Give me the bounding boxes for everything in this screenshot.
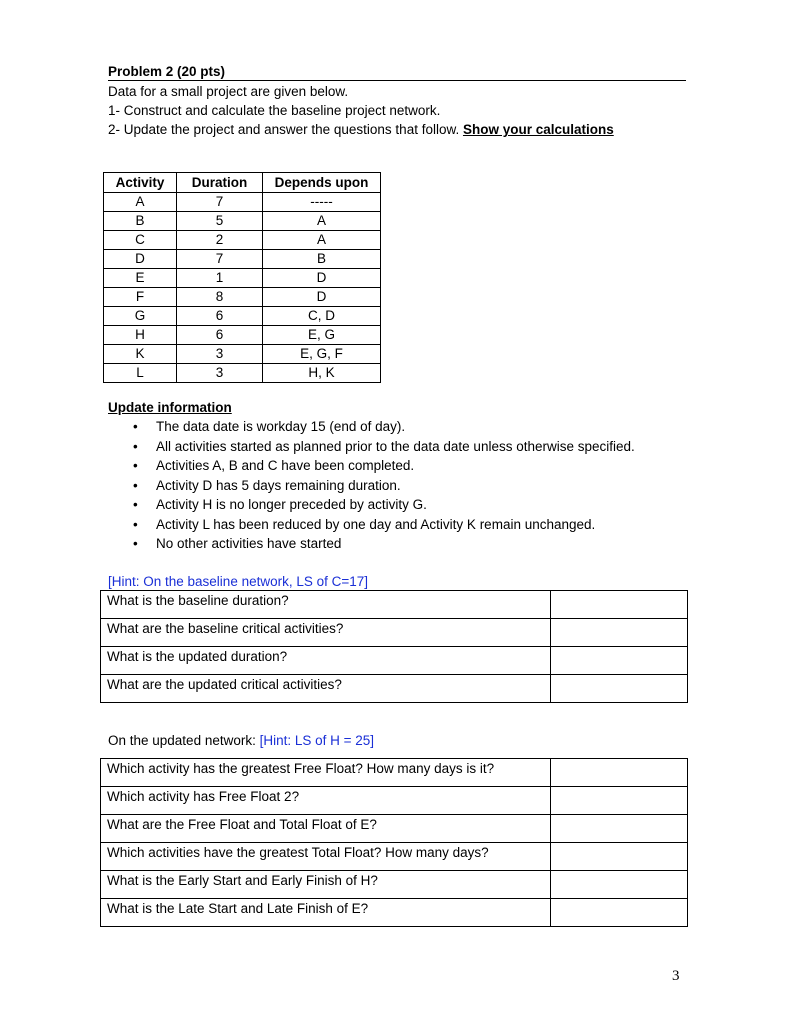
table-row xyxy=(101,871,688,899)
bullet-icon: • xyxy=(133,536,138,551)
duration-cell: 6 xyxy=(177,326,263,345)
activity-cell: L xyxy=(104,364,177,383)
bullet-icon: • xyxy=(133,516,138,532)
table-row xyxy=(104,326,381,345)
activity-cell: H xyxy=(104,326,177,345)
question-cell: What are the Free Float and Total Float of E? xyxy=(101,815,551,843)
table-row xyxy=(101,647,688,675)
table-row xyxy=(101,899,688,927)
question-cell: What is the Late Start and Late Finish of E? xyxy=(101,899,551,927)
duration-cell: 6 xyxy=(177,307,263,326)
activity-cell: B xyxy=(104,212,177,231)
header-activity: Activity xyxy=(104,173,177,193)
table-row xyxy=(101,675,688,703)
table-row xyxy=(101,759,688,787)
header-depends-upon: Depends upon xyxy=(263,173,381,193)
activity-cell: A xyxy=(104,193,177,212)
bullet-icon: • xyxy=(133,438,138,454)
updated-network-label: On the updated network: xyxy=(108,733,260,748)
depends-cell: D xyxy=(263,269,381,288)
header-duration: Duration xyxy=(177,173,263,193)
list-item: • No other activities have started xyxy=(108,534,635,554)
duration-cell: 3 xyxy=(177,345,263,364)
answer-cell[interactable] xyxy=(551,759,688,787)
updated-questions-table xyxy=(100,758,688,927)
depends-cell: B xyxy=(263,250,381,269)
bullet-icon: • xyxy=(133,497,138,512)
table-row xyxy=(101,619,688,647)
update-info-list xyxy=(108,417,635,554)
table-row xyxy=(104,250,381,269)
activity-cell: C xyxy=(104,231,177,250)
question-cell: Which activities have the greatest Total Float? How many days? xyxy=(101,843,551,871)
list-item: • Activity H is no longer preceded by activity G. xyxy=(108,495,635,515)
page-number: 3 xyxy=(672,968,680,984)
step-1-text: 1- Construct and calculate the baseline project network. xyxy=(108,103,441,118)
duration-cell: 2 xyxy=(177,231,263,250)
answer-cell[interactable] xyxy=(551,787,688,815)
depends-cell: A xyxy=(263,212,381,231)
depends-cell: E, G xyxy=(263,326,381,345)
table-row xyxy=(101,843,688,871)
answer-cell[interactable] xyxy=(551,591,688,619)
table-row xyxy=(101,787,688,815)
activity-cell: D xyxy=(104,250,177,269)
question-cell: What is the updated duration? xyxy=(101,647,551,675)
answer-cell[interactable] xyxy=(551,871,688,899)
table-row xyxy=(104,307,381,326)
duration-cell: 7 xyxy=(177,193,263,212)
depends-cell: ----- xyxy=(263,193,381,212)
list-item: • Activities A, B and C have been completed. xyxy=(108,456,635,476)
duration-cell: 8 xyxy=(177,288,263,307)
table-row xyxy=(101,591,688,619)
table-row xyxy=(101,815,688,843)
activity-cell: G xyxy=(104,307,177,326)
question-cell: What is the baseline duration? xyxy=(101,591,551,619)
answer-cell[interactable] xyxy=(551,843,688,871)
question-cell: Which activity has Free Float 2? xyxy=(101,787,551,815)
bullet-icon: • xyxy=(133,458,138,473)
answer-cell[interactable] xyxy=(551,675,688,703)
question-cell: What are the updated critical activities? xyxy=(101,675,551,703)
answer-cell[interactable] xyxy=(551,899,688,927)
answer-cell[interactable] xyxy=(551,647,688,675)
question-cell: What is the Early Start and Early Finish of H? xyxy=(101,871,551,899)
activity-cell: F xyxy=(104,288,177,307)
step-2-line xyxy=(108,122,614,137)
depends-cell: E, G, F xyxy=(263,345,381,364)
duration-cell: 3 xyxy=(177,364,263,383)
problem-title-bar xyxy=(108,64,686,81)
bullet-icon: • xyxy=(133,419,138,434)
baseline-hint: [Hint: On the baseline network, LS of C=17] xyxy=(108,574,369,589)
list-item: • All activities started as planned prior to the data date unless otherwise specified. xyxy=(108,437,635,457)
table-row xyxy=(104,193,381,212)
question-cell: What are the baseline critical activities? xyxy=(101,619,551,647)
activity-table xyxy=(103,172,381,383)
duration-cell: 5 xyxy=(177,212,263,231)
depends-cell: D xyxy=(263,288,381,307)
depends-cell: C, D xyxy=(263,307,381,326)
problem-title: Problem 2 (20 pts) xyxy=(108,64,226,79)
update-info-title: Update information xyxy=(108,400,232,415)
table-row xyxy=(104,345,381,364)
step-2-text: 2- Update the project and answer the questions that follow. xyxy=(108,122,463,137)
table-row xyxy=(104,288,381,307)
activity-cell: K xyxy=(104,345,177,364)
updated-network-line xyxy=(108,733,374,748)
intro-text: Data for a small project are given below. xyxy=(108,84,349,99)
list-item: • Activity L has been reduced by one day and Activity K remain unchanged. xyxy=(108,515,635,535)
table-row xyxy=(104,364,381,383)
updated-hint: [Hint: LS of H = 25] xyxy=(259,733,375,748)
answer-cell[interactable] xyxy=(551,619,688,647)
activity-cell: E xyxy=(104,269,177,288)
depends-cell: H, K xyxy=(263,364,381,383)
duration-cell: 1 xyxy=(177,269,263,288)
show-calculations-emphasis: Show your calculations xyxy=(462,122,614,137)
depends-cell: A xyxy=(263,231,381,250)
answer-cell[interactable] xyxy=(551,815,688,843)
duration-cell: 7 xyxy=(177,250,263,269)
table-row xyxy=(104,231,381,250)
table-row xyxy=(104,212,381,231)
list-item: • Activity D has 5 days remaining duration. xyxy=(108,476,635,496)
bullet-icon: • xyxy=(133,477,138,493)
baseline-questions-table xyxy=(100,590,688,703)
list-item: • The data date is workday 15 (end of day). xyxy=(108,417,635,437)
question-cell: Which activity has the greatest Free Float? How many days is it? xyxy=(101,759,551,787)
table-row xyxy=(104,269,381,288)
activity-table-header xyxy=(104,173,381,193)
